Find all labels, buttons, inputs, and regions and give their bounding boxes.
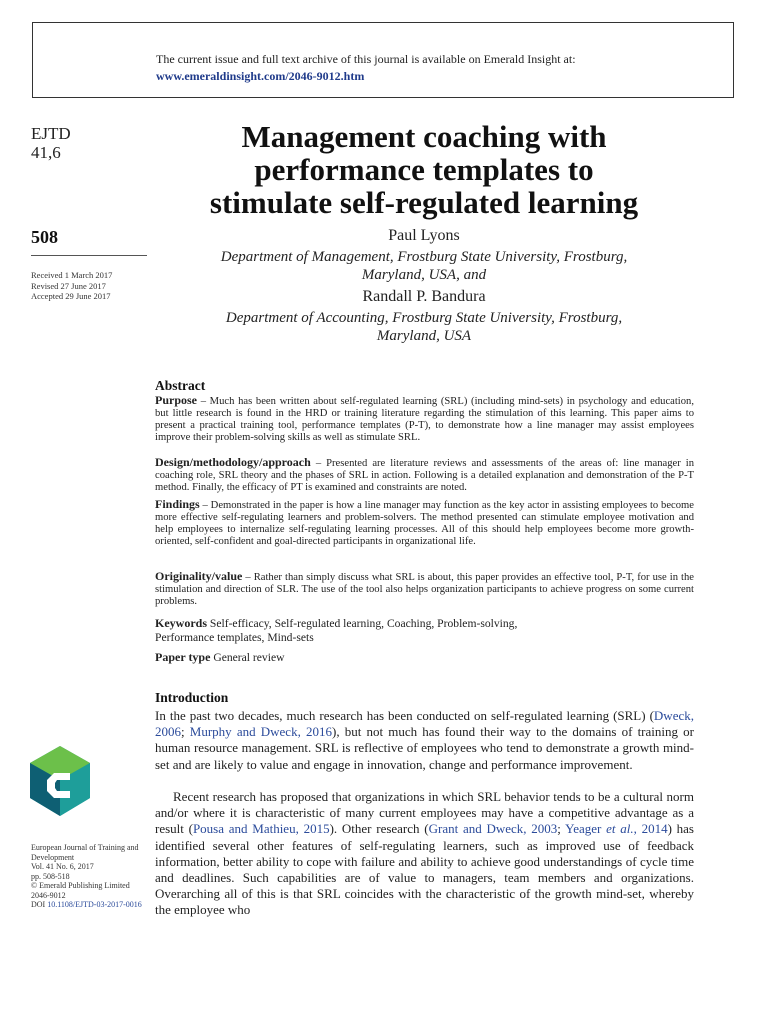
affiliation-line: Maryland, USA, and — [361, 267, 487, 283]
purpose-label: Purpose — [155, 393, 197, 407]
journal-notice-box — [32, 22, 734, 98]
journal-abbr-line: EJTD — [31, 124, 71, 143]
revised-date: Revised 27 June 2017 — [31, 280, 106, 291]
abstract-design — [155, 456, 694, 494]
volume-info: Vol. 41 No. 6, 2017 — [31, 862, 94, 871]
paper-title — [150, 120, 698, 219]
title-line: performance templates to — [254, 152, 594, 187]
author-name: Randall P. Bandura — [362, 288, 486, 305]
body-text: Recent research has proposed that organizations in which SRL behavior tends to be a cultural norm and/or where it is characteristic of many current employees may have a competitive advantage as a result ( — [155, 789, 694, 837]
paper-type-label: Paper type — [155, 650, 211, 664]
paper-type — [155, 650, 694, 665]
journal-name: European Journal of Training and Development — [31, 843, 139, 862]
body-text: ) has identified several other features of self-regulating learners, such as improved use of feedback information, better ability to cope with failure and ability to achieve good understandings of cycle time and deadlines. Such capabilities are of value to managers, team members and organizations. Overarching all of this is that SRL coincides with the characteristic of the growth mind-set, whereby the employee who — [155, 821, 694, 918]
abstract-heading: Abstract — [155, 378, 206, 393]
citation-link[interactable]: Murphy and Dweck, 2016 — [189, 724, 332, 740]
body-text: In the past two decades, much research has been conducted on self-regulated learning (SRL) ( — [155, 708, 654, 723]
originality-text: – Rather than simply discuss what SRL is about, this paper provides an effective tool, P-T, for use in the stimulation and direction of SLR. The use of the tool also helps organization participants to achieve progress on some current problems. — [155, 572, 694, 608]
page-number: 508 — [31, 227, 58, 247]
keywords-line: Performance templates, Mind-sets — [155, 631, 314, 644]
affiliation-line: Maryland, USA — [376, 328, 472, 344]
doi-line — [31, 900, 149, 910]
notice-text: The current issue and full text archive of this journal is available on Emerald Insight at: — [156, 52, 576, 66]
affiliation-line: Department of Management, Frostburg State University, Frostburg, — [220, 249, 628, 265]
paper-type-text: General review — [210, 651, 285, 664]
abstract-originality — [155, 570, 694, 608]
body-text: ). Other research ( — [329, 821, 429, 837]
emerald-publishing-logo-icon — [30, 746, 90, 816]
citation-part: Yeager — [565, 821, 607, 837]
purpose-text: – Much has been written about self-regulated learning (SRL) (including mind-sets) in psychology and education, but little research is found in the HRD or training literature regarding the stimulation of this learning. This paper aims to present a practical training tool, performance templates (P-T), to demonstrate how a line manager may assist employees improve their problem-solving skills as well as stimulate SRL. — [155, 396, 694, 444]
body-text: ; — [181, 724, 190, 740]
journal-url-link[interactable]: www.emeraldinsight.com/2046-9012.htm — [156, 69, 365, 83]
received-date: Received 1 March 2017 — [31, 270, 113, 280]
design-label: Design/methodology/approach — [155, 455, 311, 469]
keywords — [155, 616, 694, 645]
body-text: ; — [557, 821, 566, 837]
margin-divider — [31, 255, 147, 256]
keywords-label: Keywords — [155, 616, 207, 630]
findings-text: – Demonstrated in the paper is how a line manager may function as the key actor in assisting employees to become more effective self-regulating learners and problem-solvers. The method presented can stimulate employee motivation and help employees to internalize self-regulating learning processes. All of this should help employees become more growth-oriented, self-confident and goal-directed participants in organizational life. — [155, 500, 694, 548]
abstract-findings — [155, 498, 694, 548]
citation-link[interactable]: Dweck, 2006 — [155, 708, 694, 740]
citation-link[interactable]: Grant and Dweck, 2003 — [428, 821, 558, 837]
citation-part: , 2014 — [633, 821, 668, 837]
design-text: – Presented are literature reviews and assessments of the areas of: line manager in coaching role, SRL theory and the phases of SRL in action. Following is a detailed explanation and demonstration of the P-T method. Finally, the efficacy of PT is examined and constraints are noted. — [155, 458, 694, 494]
page-range: pp. 508-518 — [31, 871, 70, 881]
body-text: ), but not much has found their way to the domains of training or human resource management. SRL is reflective of employees who tend to demonstrate a growth mind-set and are likely to value and engage in innovation, change and performance improvement. — [155, 724, 694, 772]
keywords-line: Self-efficacy, Self-regulated learning, Coaching, Problem-solving, — [207, 617, 518, 630]
journal-abbreviation — [31, 124, 71, 162]
intro-paragraph-1 — [155, 708, 694, 773]
abstract-purpose — [155, 394, 694, 444]
title-line: stimulate self-regulated learning — [209, 185, 639, 220]
affiliation-line: Department of Accounting, Frostburg State University, Frostburg, — [225, 310, 623, 326]
author-affiliation — [150, 248, 698, 284]
doi-label: DOI — [31, 900, 48, 909]
citation-link[interactable]: Pousa and Mathieu, 2015 — [192, 821, 330, 837]
title-line: Management coaching with — [241, 119, 607, 154]
article-dates — [31, 270, 112, 302]
journal-volume-line: 41,6 — [31, 143, 61, 162]
publication-info — [31, 843, 149, 910]
introduction-heading: Introduction — [155, 690, 229, 705]
intro-paragraph-2 — [155, 789, 694, 919]
accepted-date: Accepted 29 June 2017 — [31, 291, 111, 301]
findings-label: Findings — [155, 497, 200, 511]
issn: 2046-9012 — [31, 890, 66, 900]
author-affiliation — [150, 309, 698, 345]
citation-part: et al. — [606, 821, 634, 837]
author-name: Paul Lyons — [388, 227, 460, 244]
doi-link[interactable]: 10.1108/EJTD-03-2017-0016 — [47, 900, 142, 909]
citation-link[interactable] — [565, 821, 667, 836]
originality-label: Originality/value — [155, 569, 243, 583]
copyright: © Emerald Publishing Limited — [31, 881, 130, 890]
